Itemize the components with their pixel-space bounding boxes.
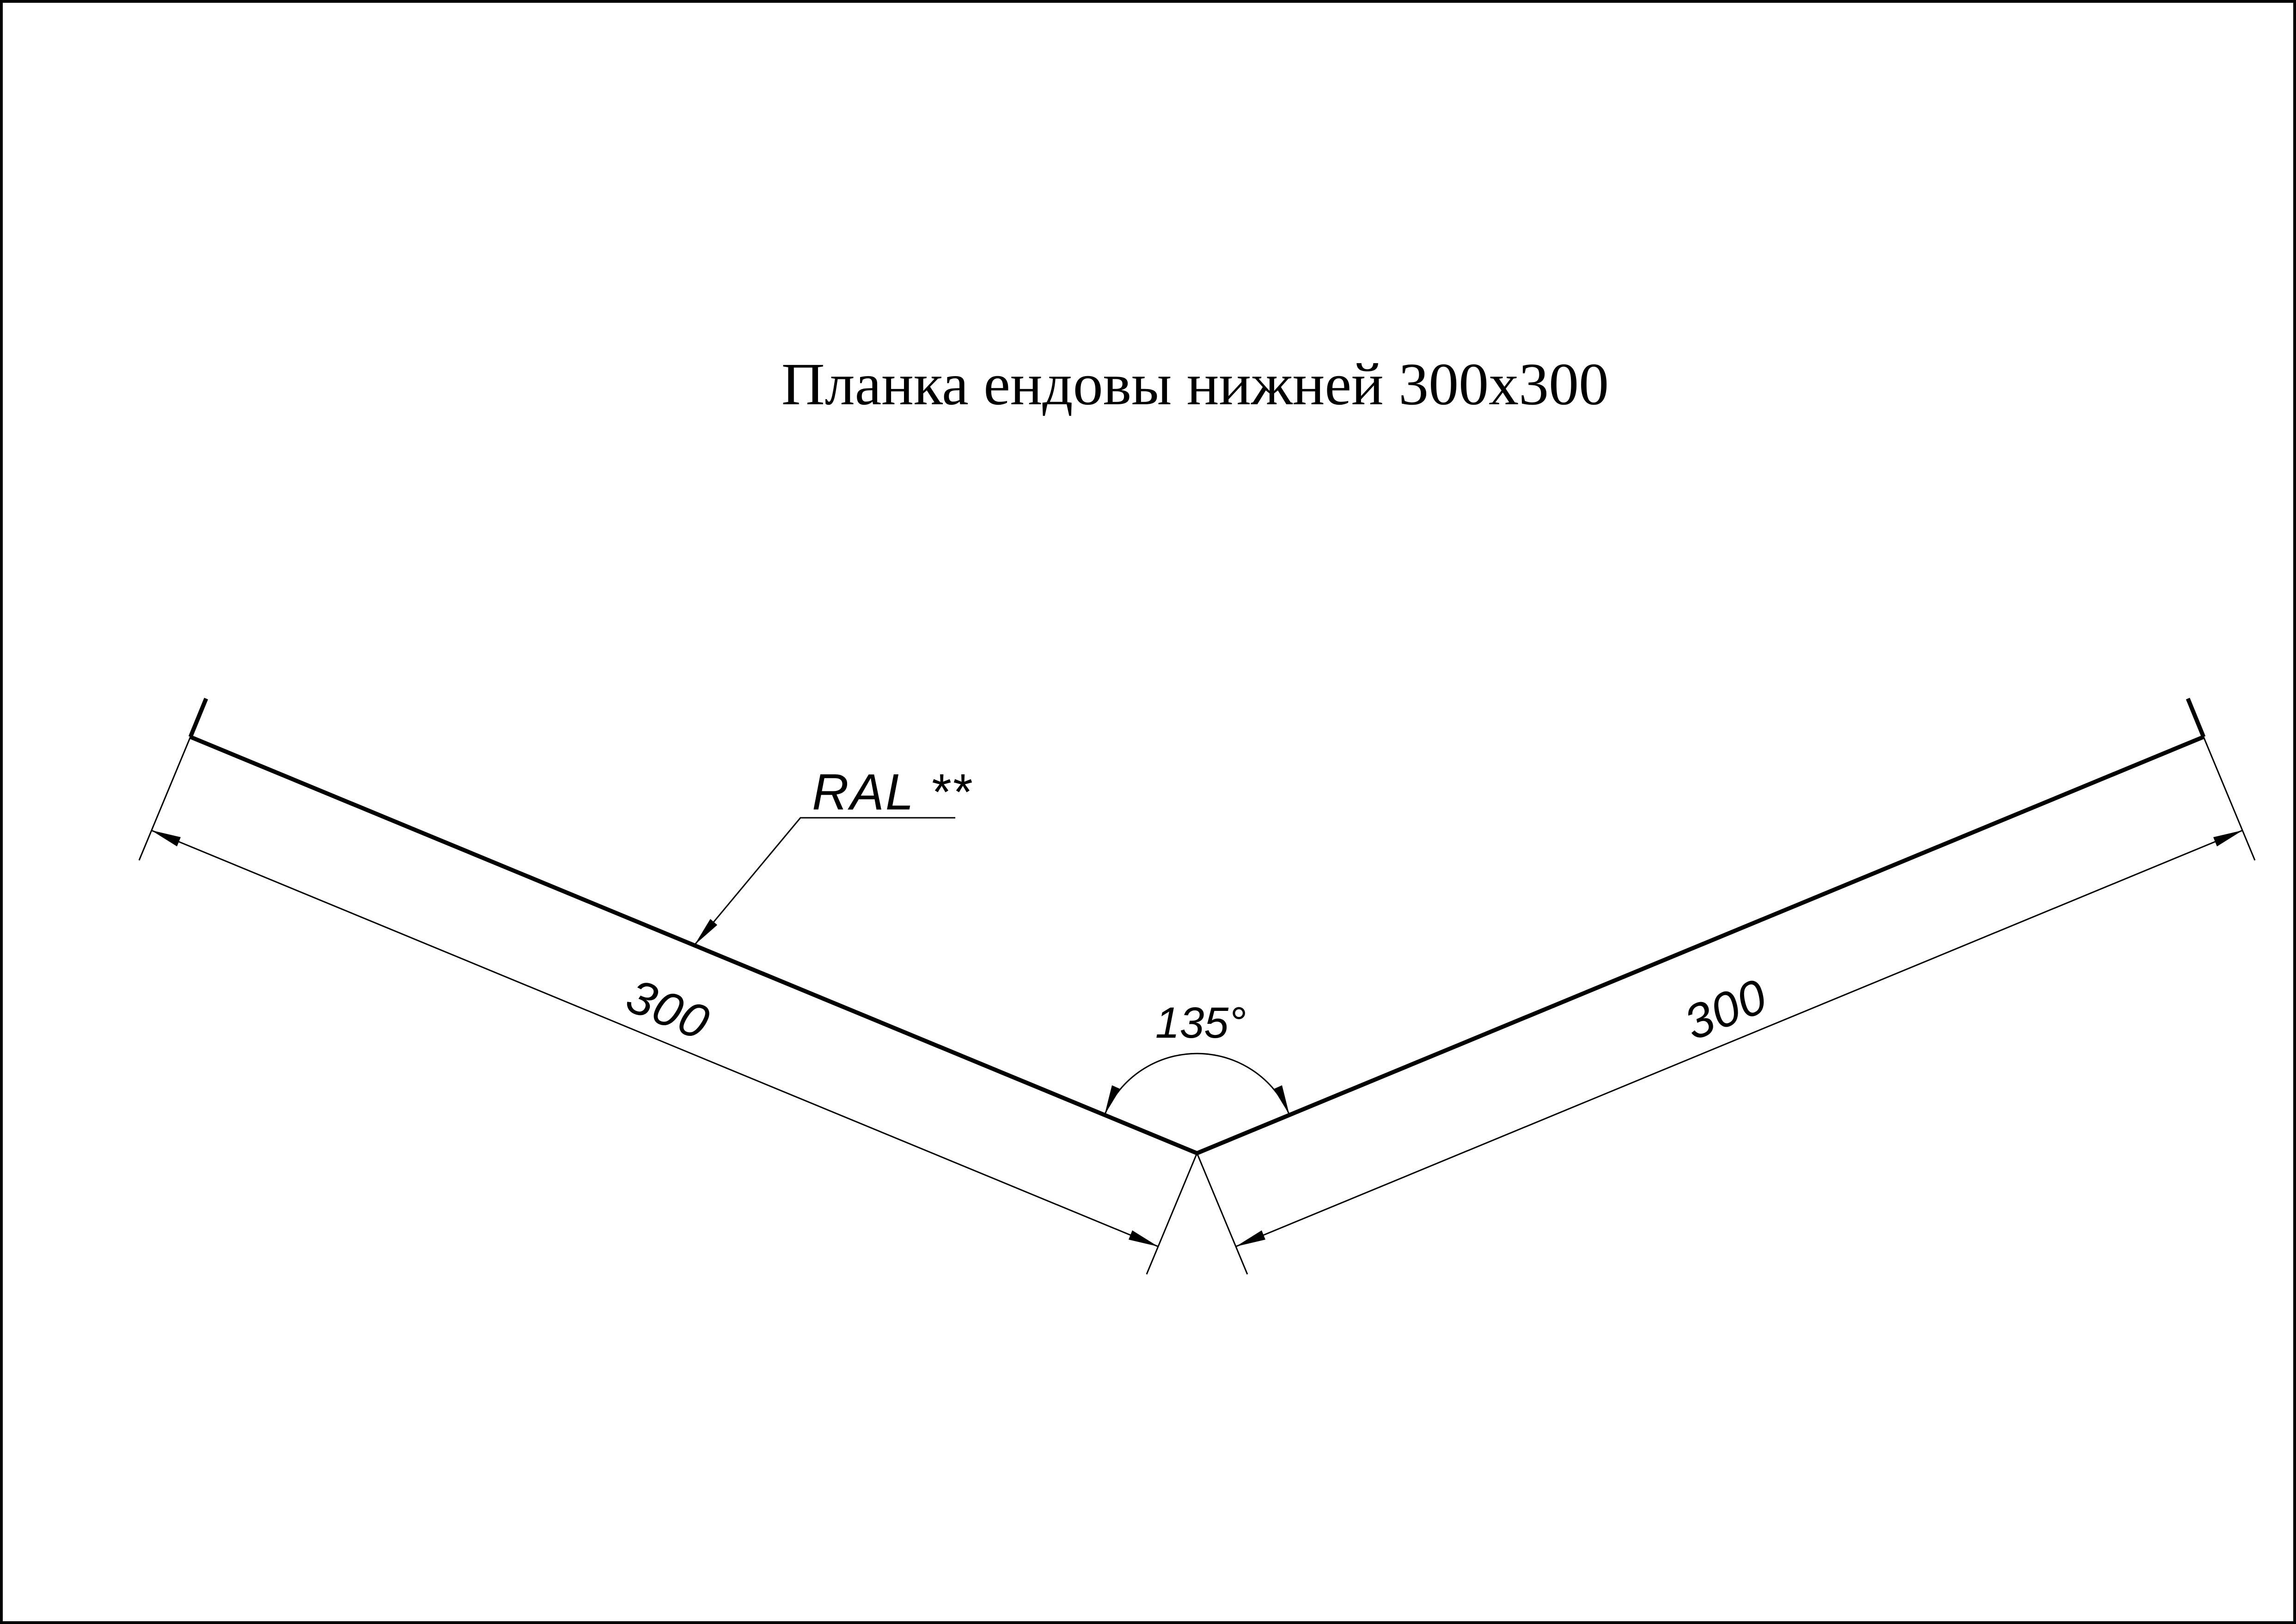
right-dimension-label: 300 bbox=[1677, 968, 1775, 1051]
ral-label: RAL ** bbox=[812, 764, 972, 821]
left-dimension-label: 300 bbox=[619, 968, 717, 1051]
drawing-title: Планка ендовы нижней 300x300 bbox=[781, 351, 1609, 418]
angle-label: 135° bbox=[1155, 998, 1246, 1047]
